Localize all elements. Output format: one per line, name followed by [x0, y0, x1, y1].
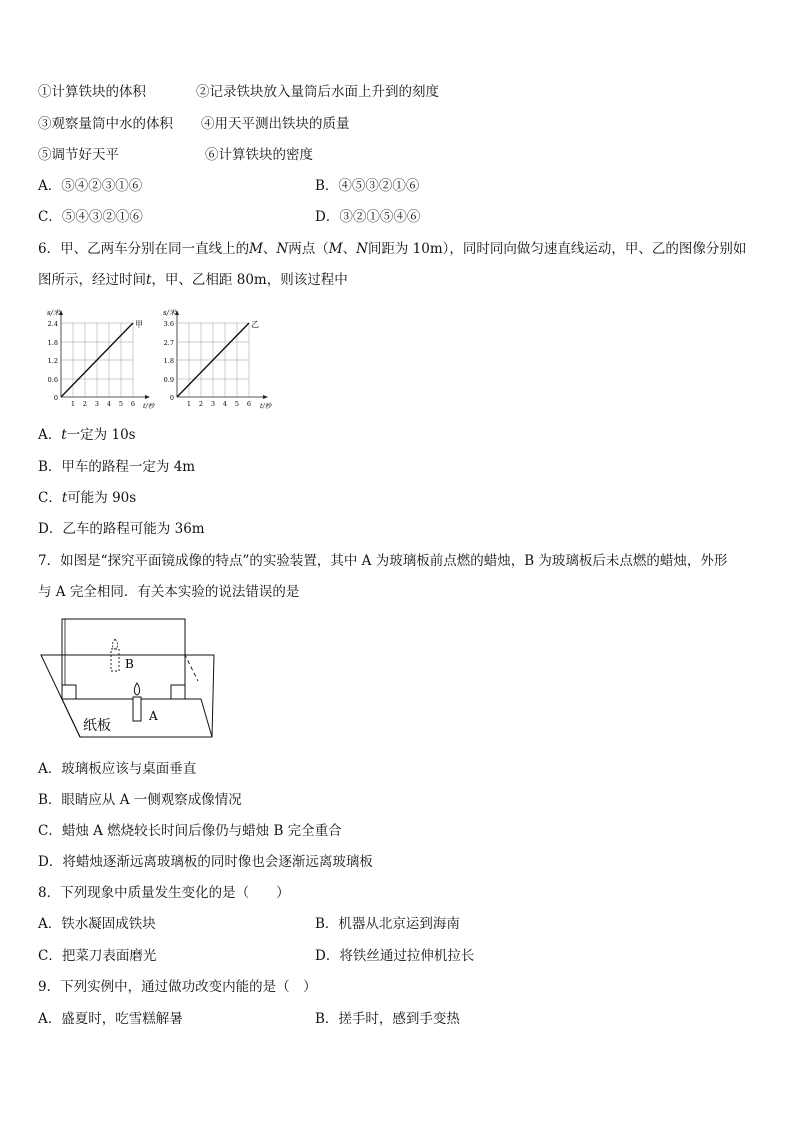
- candle-b-flame: [112, 639, 117, 649]
- q6-time-symbol: t: [146, 272, 152, 288]
- candle-a-flame: [134, 683, 139, 695]
- q5-step-5: ⑤调节好天平: [38, 147, 119, 163]
- q5-option-c: C．⑤④③②①⑥: [38, 209, 143, 225]
- graph-yi-xtick: 6: [246, 400, 252, 408]
- q9-option-b: B．搓手时，感到手变热: [315, 1011, 460, 1027]
- q8-option-a: A．铁水凝固成铁块: [38, 916, 156, 932]
- graph-yi: [163, 309, 273, 410]
- q9-option-a: A．盛夏时，吃雪糕解暑: [38, 1011, 183, 1027]
- q6-stem-text: ，甲、乙相距 80m，则该过程中: [151, 272, 348, 288]
- q6-option-a-prefix: A．: [38, 427, 62, 443]
- q6-time-symbol: t: [61, 427, 67, 443]
- q6-option-a: [38, 426, 136, 444]
- graph-yi-ytick: 3.6: [163, 320, 174, 328]
- graph-jia-ytick: 2.4: [47, 320, 58, 328]
- q5-step-3: ③观察量筒中水的体积: [38, 116, 173, 132]
- q8-option-b: B．机器从北京运到海南: [315, 916, 460, 932]
- q7-option-d: D．将蜡烛逐渐远离玻璃板的同时像也会逐渐远离玻璃板: [38, 854, 373, 870]
- q6-time-symbol: t: [61, 490, 68, 506]
- graph-yi-x-arrow: [263, 395, 268, 399]
- graph-jia-ytick: 0.6: [47, 376, 58, 384]
- q7-option-b: B．眼睛应从 A 一侧观察成像情况: [38, 792, 242, 808]
- graph-yi-xtick: 4: [222, 400, 228, 408]
- label-b: B: [125, 657, 134, 671]
- q5-step-row-3: [38, 146, 313, 164]
- q6-option-c: [38, 489, 136, 507]
- graph-jia-xtick: 5: [118, 400, 124, 408]
- q6-graphs-figure: [40, 305, 290, 415]
- q7-option-c: C．蜡烛 A 燃烧较长时间后像仍与蜡烛 B 完全重合: [38, 823, 342, 839]
- q6-option-a-text: 一定为 10s: [66, 427, 136, 443]
- graph-yi-ytick: 2.7: [163, 339, 174, 347]
- graph-yi-xtick: 1: [186, 400, 192, 408]
- graph-jia-xtick: 3: [94, 400, 100, 408]
- q8-option-c: C．把菜刀表面磨光: [38, 948, 157, 964]
- graph-jia-xtick: 2: [82, 400, 88, 408]
- q5-option-d: D．③②①⑤④⑥: [315, 209, 421, 225]
- q5-option-b: B．④⑤③②①⑥: [315, 178, 420, 194]
- q8-stem: 8．下列现象中质量发生变化的是（ ）: [38, 885, 290, 901]
- q7-stem-line-2: 与 A 完全相同．有关本实验的说法错误的是: [38, 584, 300, 600]
- q5-step-1: ①计算铁块的体积: [38, 84, 146, 100]
- graph-jia-xtick: 4: [106, 400, 112, 408]
- q6-point-m: M: [249, 241, 263, 257]
- q6-point-m: M: [328, 241, 343, 257]
- left-stand: [62, 685, 76, 699]
- graph-jia-origin: 0: [53, 394, 58, 402]
- label-paper-board: 纸板: [83, 718, 111, 734]
- graph-yi-xtick: 5: [234, 400, 240, 408]
- q7-option-a: A．玻璃板应该与桌面垂直: [38, 761, 197, 777]
- q6-point-n: N: [276, 241, 289, 257]
- graph-jia-ytick: 1.2: [47, 357, 58, 365]
- graph-yi-xtick: 2: [198, 400, 204, 408]
- q6-stem-line-2: [38, 271, 348, 289]
- q6-option-b: B．甲车的路程一定为 4m: [38, 459, 196, 475]
- graph-yi-origin: 0: [169, 394, 174, 402]
- graph-yi-xtick: 3: [210, 400, 216, 408]
- q6-point-n: N: [356, 241, 368, 257]
- label-a: A: [149, 709, 158, 723]
- graph-jia-ytick: 1.8: [47, 339, 58, 347]
- graph-jia-xtick: 1: [70, 400, 76, 408]
- graph-yi-name: 乙: [251, 320, 259, 329]
- q5-step-4: ④用天平测出铁块的质量: [201, 116, 350, 132]
- q6-stem-text: 间距为 10m），同时同向做匀速直线运动，甲、乙的图像分别如: [367, 241, 747, 257]
- q5-step-2: ②记录铁块放入量筒后水面上升到的刻度: [196, 84, 439, 100]
- graph-yi-xlabel: t/秒: [260, 402, 272, 410]
- graph-jia-xtick: 6: [130, 400, 136, 408]
- q7-mirror-experiment-figure: [38, 613, 218, 743]
- q5-step-6: ⑥计算铁块的密度: [205, 147, 313, 163]
- graph-jia-x-arrow: [145, 395, 150, 399]
- q6-stem-text: 两点（: [288, 241, 329, 257]
- q6-separator: 、: [262, 241, 277, 257]
- q6-option-c-prefix: C．: [38, 490, 62, 506]
- graph-yi-ylabel: s/米: [163, 309, 176, 317]
- q5-option-a: A．⑤④②③①⑥: [38, 178, 143, 194]
- graph-jia-ylabel: s/米: [47, 309, 60, 317]
- graph-yi-ytick: 1.8: [163, 357, 174, 365]
- q6-stem-text: 图所示，经过时间: [38, 272, 146, 288]
- q5-step-row-2: [38, 115, 350, 133]
- right-stand: [171, 685, 185, 699]
- graph-jia-name: 甲: [135, 320, 143, 329]
- glass-plate: [62, 619, 185, 699]
- q6-stem-line-1: [38, 240, 746, 258]
- graph-jia: [47, 309, 156, 410]
- q9-stem: 9．下列实例中，通过做功改变内能的是（ ）: [38, 979, 317, 995]
- graph-jia-xlabel: t/秒: [143, 402, 155, 410]
- q7-stem-line-1: 7．如图是“探究平面镜成像的特点”的实验装置，其中 A 为玻璃板前点燃的蜡烛，B 为玻璃板后未点燃的蜡烛，外形: [38, 553, 728, 569]
- q6-separator: 、: [342, 241, 357, 257]
- q5-step-row-1: [38, 83, 439, 101]
- candle-b: [111, 649, 119, 671]
- q6-stem-text: 6．甲、乙两车分别在同一直线上的: [38, 241, 250, 257]
- q6-option-c-text: 可能为 90s: [67, 490, 137, 506]
- q8-option-d: D．将铁丝通过拉伸机拉长: [315, 948, 475, 964]
- graph-yi-ytick: 0.9: [163, 376, 174, 384]
- q6-option-d: D．乙车的路程可能为 36m: [38, 521, 205, 537]
- candle-a: [133, 697, 141, 721]
